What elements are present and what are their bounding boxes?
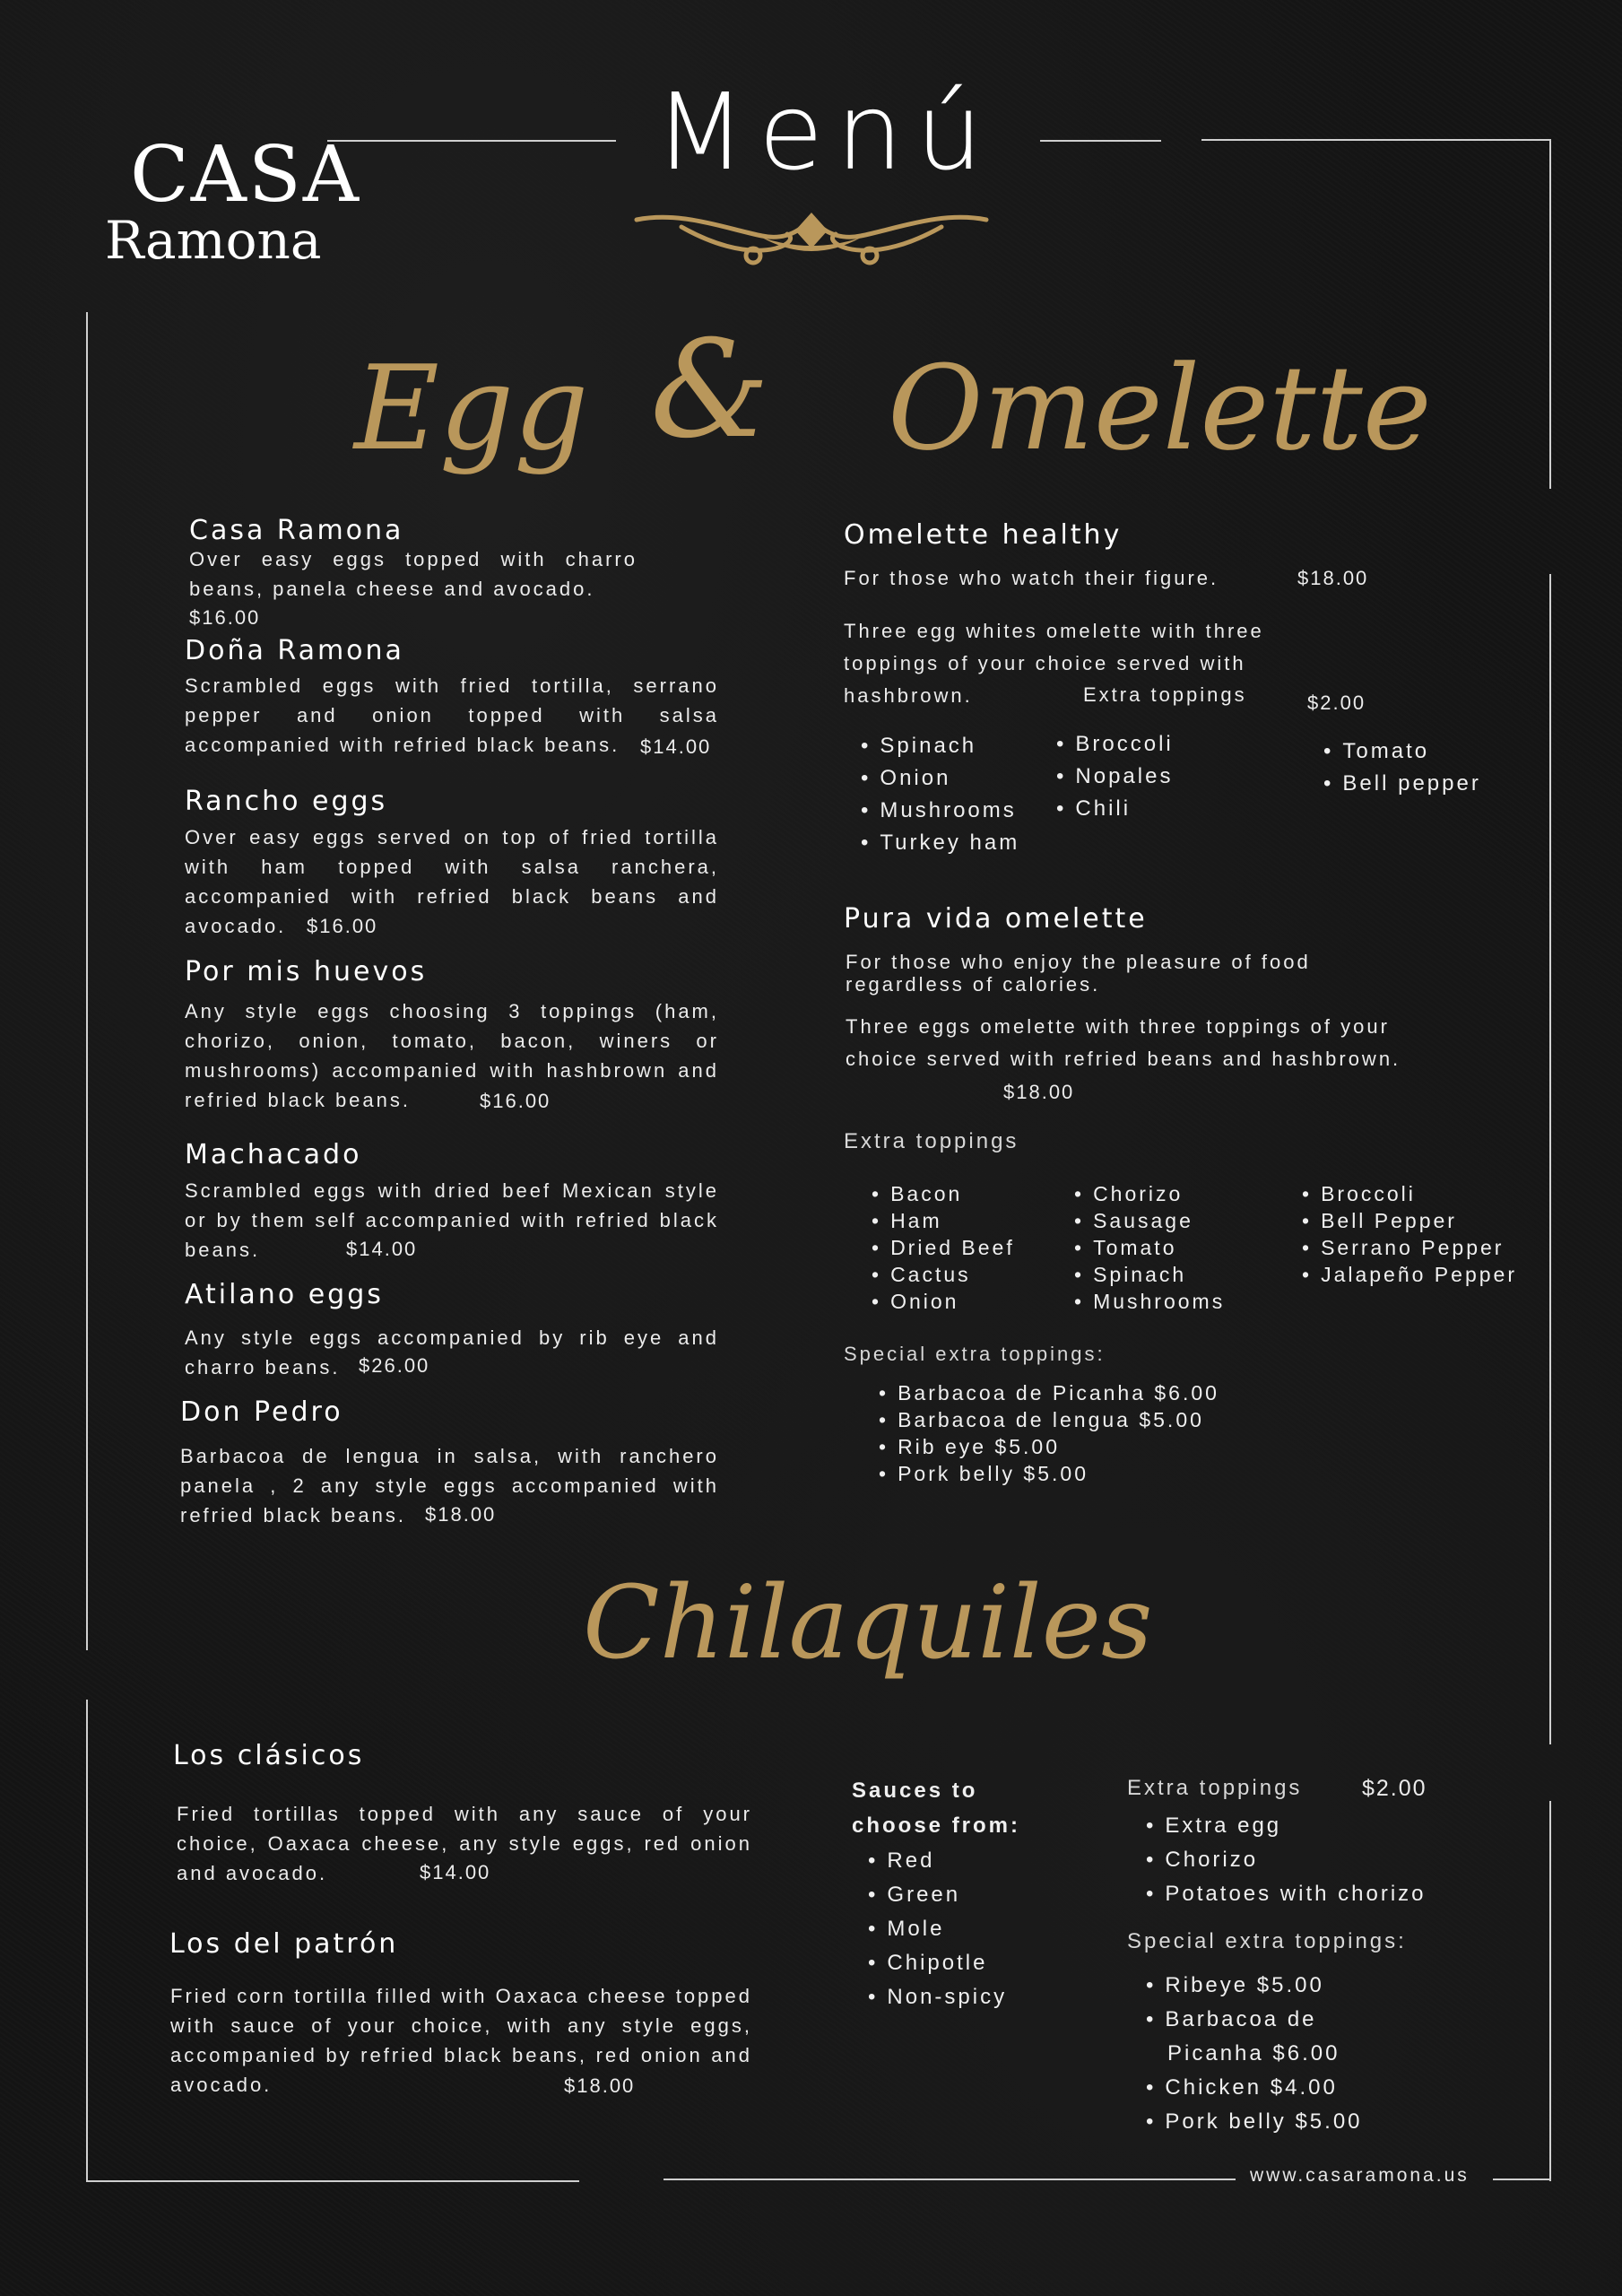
list-item: • Non-spicy [868,1980,1007,2014]
healthy-toppings-col1 [861,730,1019,859]
frame-top-mid-line [1040,140,1161,142]
frame-bottom-right-line [1493,2179,1551,2180]
item-desc-por-mis-huevos: Any style eggs choosing 3 toppings (ham, chorizo, onion, tomato, bacon, winers or mushrooms) accompanied with hashbrown and refried black beans. [185,1000,719,1111]
list-item: • Ribeye $5.00 [1146,1969,1363,2003]
item-desc-omelette-healthy: Three egg whites omelette with three toppings of your choice served with hashbrown. [844,620,1264,707]
list-item: • Bacon [872,1180,1015,1207]
item-tagline-pura-vida: For those who enjoy the pleasure of food regardless of calories. [846,951,1311,996]
item-price-pura-vida: $18.00 [1003,1081,1075,1103]
item-name-por-mis-huevos: Por mis huevos [185,956,428,987]
list-item: • Red [868,1844,1007,1878]
list-item: • Mole [868,1912,1007,1946]
frame-left-lower-line [86,1700,88,2182]
item-name-dona-ramona: Doña Ramona [185,635,404,666]
list-item: • Broccoli [1302,1180,1517,1207]
list-item: • Bell Pepper [1302,1207,1517,1234]
section-title-ampersand: & [650,312,770,468]
item-name-omelette-healthy: Omelette healthy [844,519,1123,551]
frame-bottom-left-line [86,2180,579,2182]
frame-top-right-line [1201,139,1551,141]
list-item: • Barbacoa de [1146,2003,1363,2037]
list-item: • Onion [861,762,1019,795]
item-name-machacado: Machacado [185,1139,362,1170]
brand-logo-ramona: Ramona [105,210,322,271]
item-price-los-clasicos: $14.00 [420,1861,491,1883]
sauces-label-line1: Sauces to [852,1779,978,1803]
item-desc-los-clasicos: Fried tortillas topped with any sauce of your choice, Oaxaca cheese, any style eggs, red onion and avocado. [177,1803,752,1884]
item-price-rancho-eggs: $16.00 [307,915,378,937]
item-name-los-clasicos: Los clásicos [173,1740,365,1771]
item-name-los-del-patron: Los del patrón [169,1928,399,1960]
pura-vida-toppings-col2 [1074,1180,1225,1315]
item-desc-atilano-eggs: Any style eggs accompanied by rib eye and charro beans. [185,1326,719,1378]
item-name-don-pedro: Don Pedro [180,1396,343,1428]
list-item: • Pork belly $5.00 [1146,2105,1363,2139]
menu-title: Menú [655,70,995,194]
item-price-machacado: $14.00 [346,1238,418,1260]
list-item: • Potatoes with chorizo [1146,1877,1427,1911]
extra-toppings-price-chilaquiles: $2.00 [1362,1776,1427,1801]
list-item: • Extra egg [1146,1809,1427,1843]
chilaquiles-extra-list [1146,1809,1427,1911]
list-item: • Barbacoa de Picanha $6.00 [879,1379,1219,1406]
list-item: • Spinach [1074,1261,1225,1288]
list-item: • Ham [872,1207,1015,1234]
item-price-omelette-healthy: $18.00 [1297,567,1369,589]
list-item: • Broccoli [1056,728,1174,761]
ornament-flourish-icon [628,202,995,274]
list-item: • Nopales [1056,761,1174,793]
healthy-toppings-col3 [1323,735,1481,800]
item-name-atilano-eggs: Atilano eggs [185,1279,384,1310]
special-toppings-label-chilaquiles: Special extra toppings: [1127,1929,1407,1953]
item-desc-dona-ramona: Scrambled eggs with fried tortilla, serrano pepper and onion topped with salsa accompanied with refried black beans. [185,674,719,756]
list-item: • Barbacoa de lengua $5.00 [879,1406,1219,1433]
item-desc-machacado: Scrambled eggs with dried beef Mexican style or by them self accompanied with refried black beans. [185,1179,719,1261]
list-item: • Spinach [861,730,1019,762]
list-item: • Chili [1056,793,1174,825]
list-item: • Green [868,1878,1007,1912]
brand-logo [103,130,360,271]
list-item: • Chorizo [1074,1180,1225,1207]
pura-vida-toppings-col1 [872,1180,1015,1315]
list-item: • Jalapeño Pepper [1302,1261,1517,1288]
item-tagline-omelette-healthy: For those who watch their figure. [844,567,1219,589]
list-item: • Sausage [1074,1207,1225,1234]
list-item: • Turkey ham [861,827,1019,859]
list-item: • Chipotle [868,1946,1007,1980]
list-item: • Mushrooms [1074,1288,1225,1315]
item-price-los-del-patron: $18.00 [564,2074,636,2097]
item-price-por-mis-huevos: $16.00 [480,1090,551,1112]
item-name-pura-vida: Pura vida omelette [844,903,1148,935]
frame-bottom-mid-line [664,2179,1236,2180]
frame-right-upper-line [1549,139,1551,489]
item-desc-casa-ramona: Over easy eggs topped with charro beans, panela cheese and avocado. [189,548,638,600]
list-item: • Pork belly $5.00 [879,1460,1219,1487]
frame-right-bottom-line [1549,1801,1551,2181]
extra-toppings-label-healthy: Extra toppings [1083,683,1247,706]
section-title-chilaquiles: Chilaquiles [583,1565,1153,1682]
item-desc-don-pedro: Barbacoa de lengua in salsa, with ranchero panela , 2 any style eggs accompanied with refried black beans. [180,1445,719,1526]
pura-vida-toppings-col3 [1302,1180,1517,1288]
list-item: • Tomato [1323,735,1481,768]
item-price-casa-ramona: $16.00 [189,606,261,629]
brand-logo-casa: CASA [130,130,360,220]
sauces-label [852,1773,1020,1843]
list-item: • Chicken $4.00 [1146,2071,1363,2105]
item-price-dona-ramona: $14.00 [640,735,712,758]
extra-toppings-label-pura-vida: Extra toppings [844,1129,1019,1153]
list-item: • Tomato [1074,1234,1225,1261]
sauces-label-line2: choose from: [852,1813,1021,1838]
healthy-toppings-col2 [1056,728,1174,825]
sauces-list [868,1844,1007,2014]
item-price-don-pedro: $18.00 [425,1503,497,1526]
list-item: • Cactus [872,1261,1015,1288]
frame-top-left-line [327,140,616,142]
section-title-egg: Egg [354,340,589,476]
list-item: • Mushrooms [861,795,1019,827]
website-link[interactable]: www.casaramona.us [1250,2165,1470,2186]
special-toppings-label-pura-vida: Special extra toppings: [844,1343,1106,1365]
list-item: • Dried Beef [872,1234,1015,1261]
list-item: • Bell pepper [1323,768,1481,800]
list-item: • Chorizo [1146,1843,1427,1877]
section-title-omelette: Omelette [888,340,1432,476]
item-desc-rancho-eggs: Over easy eggs served on top of fried tortilla with ham topped with salsa ranchera, accompanied with refried black beans and avocado. [185,826,719,937]
list-item: • Onion [872,1288,1015,1315]
extra-toppings-label-chilaquiles: Extra toppings [1127,1776,1303,1800]
list-item: • Serrano Pepper [1302,1234,1517,1261]
item-price-atilano-eggs: $26.00 [359,1354,430,1377]
list-item: • Rib eye $5.00 [879,1433,1219,1460]
list-item: Picanha $6.00 [1167,2041,1340,2066]
frame-left-upper-line [86,312,88,1650]
pura-vida-special-toppings [879,1379,1219,1487]
frame-right-lower-line [1549,574,1551,1744]
item-name-casa-ramona: Casa Ramona [189,515,404,546]
item-desc-los-del-patron: Fried corn tortilla filled with Oaxaca cheese topped with sauce of your choice, with any style eggs, accompanied by refried black beans, red onion and avocado. [170,1985,752,2096]
item-name-rancho-eggs: Rancho eggs [185,786,388,817]
extra-toppings-price-healthy: $2.00 [1307,691,1366,714]
chilaquiles-special-list [1146,1969,1363,2139]
item-desc-pura-vida: Three eggs omelette with three toppings of your choice served with refried beans and hashbrown. [846,1015,1401,1070]
